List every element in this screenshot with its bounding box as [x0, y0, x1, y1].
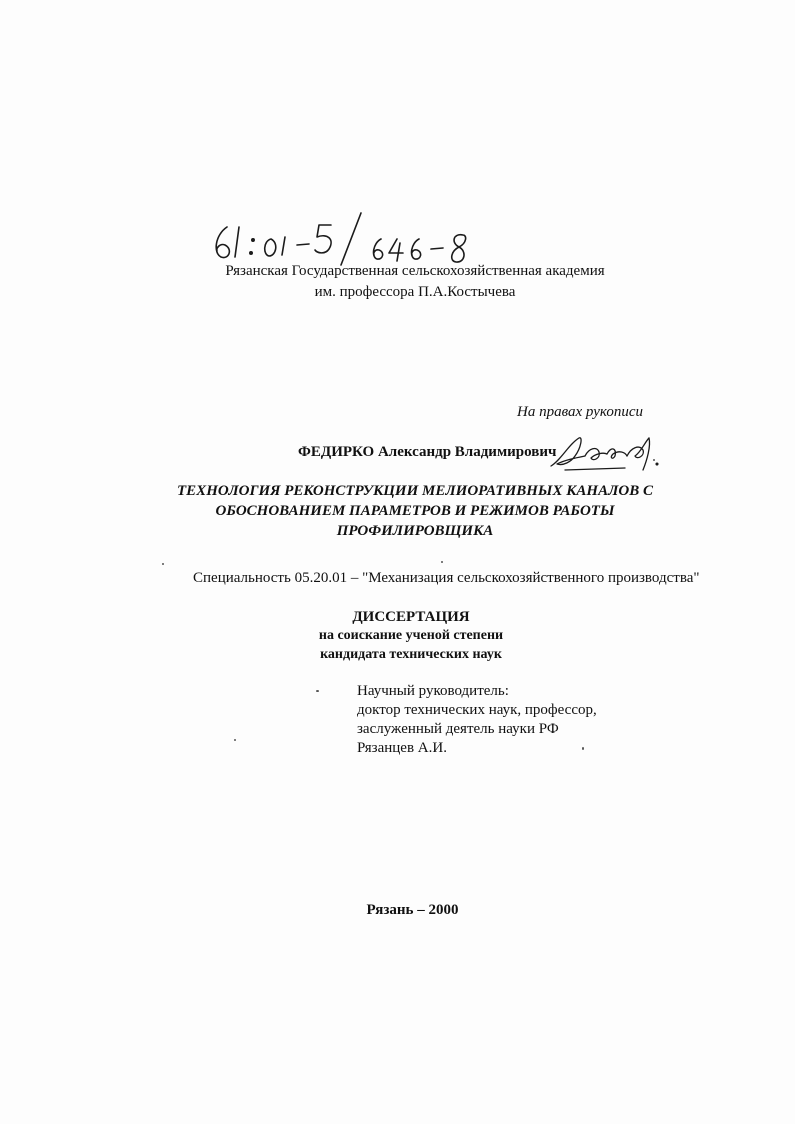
scan-speck [162, 563, 164, 565]
thesis-title-line: ОБОСНОВАНИЕМ ПАРАМЕТРОВ И РЕЖИМОВ РАБОТЫ [215, 503, 615, 519]
institution-honorific: им. профессора П.А.Костычева [314, 284, 516, 300]
scan-speck [653, 459, 655, 461]
thesis-title-line: ТЕХНОЛОГИЯ РЕКОНСТРУКЦИИ МЕЛИОРАТИВНЫХ КАНАЛОВ С [177, 483, 653, 499]
advisor-label: Научный руководитель: [357, 683, 509, 699]
institution-name: Рязанская Государственная сельскохозяйственная академия [225, 263, 605, 279]
advisor-name: Рязанцев А.И. [357, 740, 447, 756]
thesis-title-line: ПРОФИЛИРОВЩИКА [336, 523, 494, 539]
manuscript-rights-note: На правах рукописи [517, 404, 643, 420]
author-name: ФЕДИРКО Александр Владимирович [298, 444, 557, 460]
scan-speck [582, 747, 584, 750]
dissertation-heading: ДИССЕРТАЦИЯ [352, 609, 470, 625]
advisor-degree: доктор технических наук, профессор, [357, 702, 597, 718]
specialty-line: Специальность 05.20.01 – "Механизация сельскохозяйственного производства" [193, 570, 700, 586]
advisor-honor: заслуженный деятель науки РФ [357, 721, 559, 737]
scan-speck [441, 561, 443, 563]
dissertation-degree-line: кандидата технических наук [320, 647, 502, 662]
scan-speck [234, 739, 236, 741]
dissertation-degree-line: на соискание ученой степени [318, 628, 504, 643]
city-year: Рязань – 2000 [366, 902, 459, 918]
author-signature [545, 430, 665, 475]
scan-speck [316, 690, 319, 692]
